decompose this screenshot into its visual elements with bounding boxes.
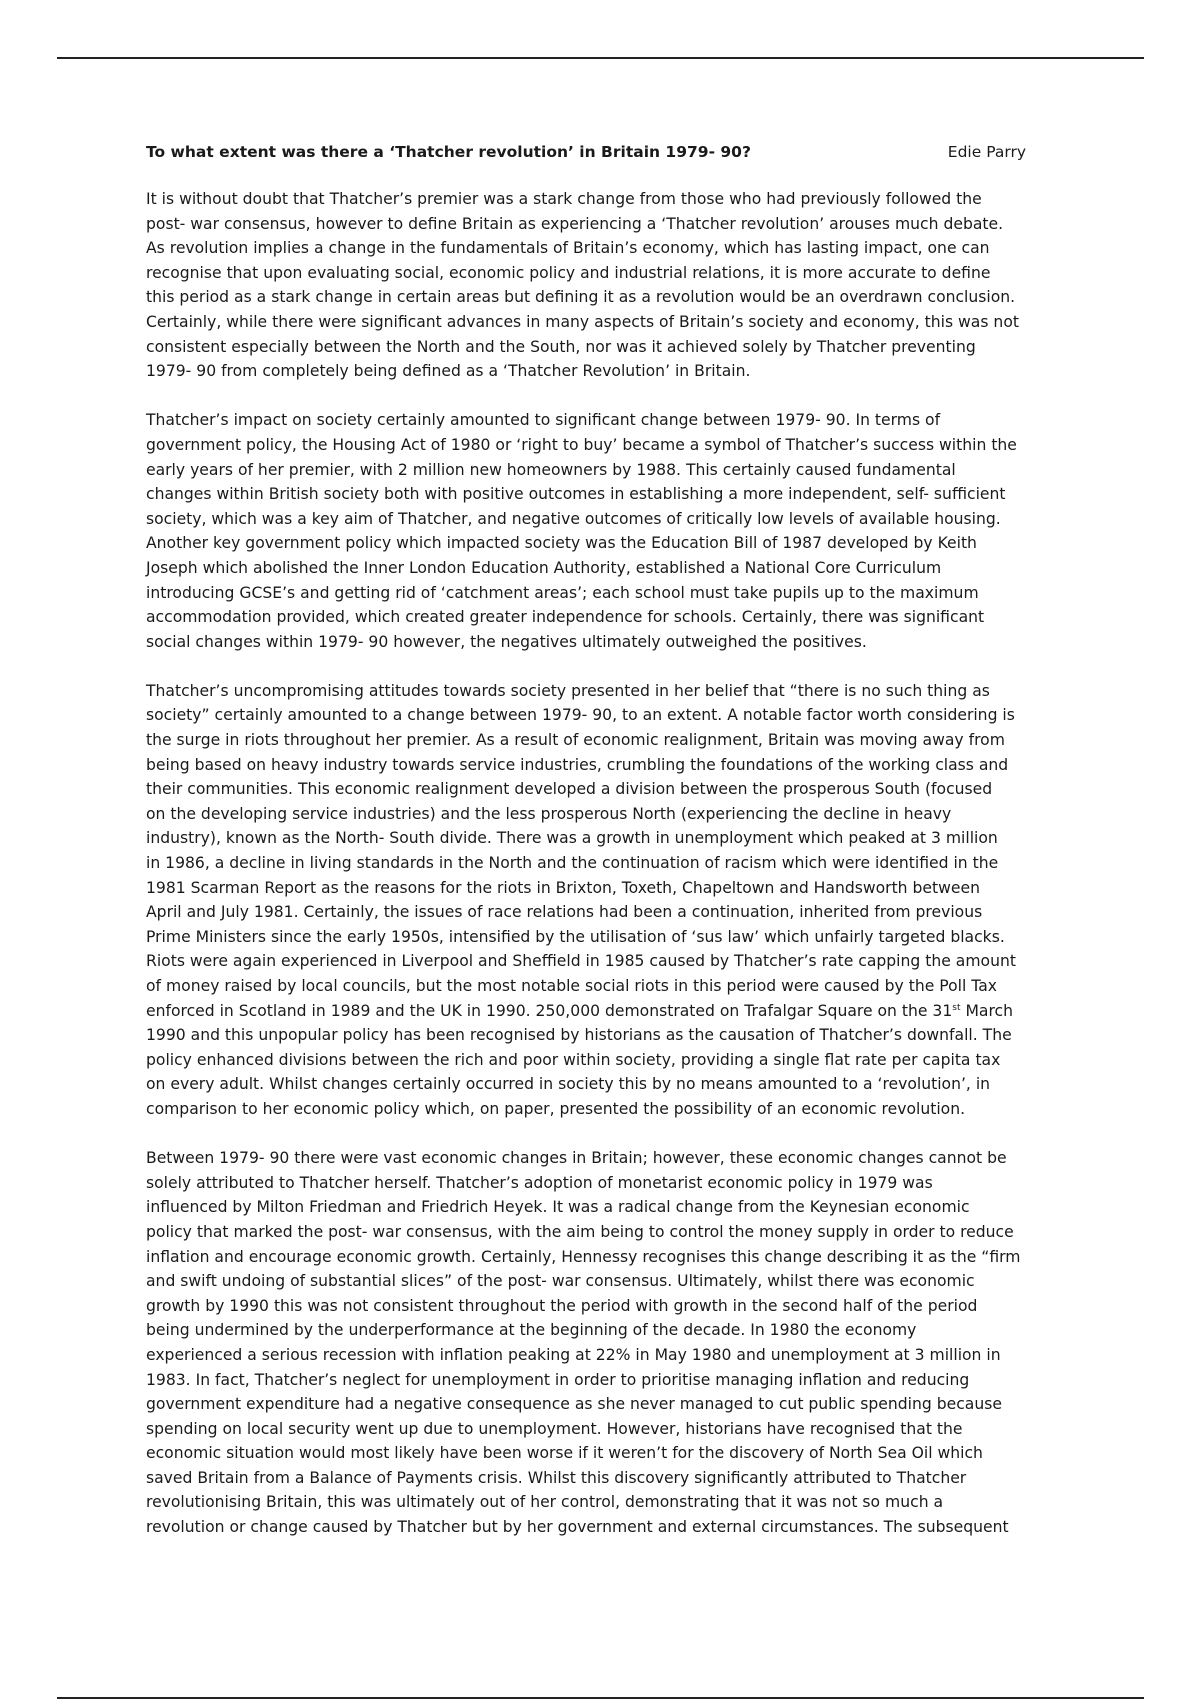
- text-line: As revolution implies a change in the fundamentals of Britain’s economy, which has lasting impact, one can: [146, 239, 990, 258]
- text-line: Prime Ministers since the early 1950s, intensified by the utilisation of ‘sus law’ which unfairly targeted blacks.: [146, 927, 1005, 946]
- text-line: social changes within 1979- 90 however, the negatives ultimately outweighed the positives.: [146, 632, 867, 651]
- text-line: Certainly, while there were significant advances in many aspects of Britain’s society and economy, this was not: [146, 312, 1019, 331]
- text-line: industry), known as the North- South divide. There was a growth in unemployment which peaked at 3 million: [146, 829, 998, 848]
- text-line: Riots were again experienced in Liverpool and Sheffield in 1985 caused by Thatcher’s rate capping the amount: [146, 952, 1016, 971]
- text-line: introducing GCSE’s and getting rid of ‘catchment areas’; each school must take pupils up to the maximum: [146, 583, 979, 602]
- text-line: Thatcher’s impact on society certainly amounted to significant change between 1979- 90. In terms of: [146, 411, 941, 430]
- text-line: in 1986, a decline in living standards in the North and the continuation of racism which were identified in the: [146, 854, 999, 873]
- text-line: of money raised by local councils, but the most notable social riots in this period were caused by the Poll Tax: [146, 977, 998, 995]
- text-line: being based on heavy industry towards service industries, crumbling the foundations of the working class and: [146, 755, 1009, 774]
- riots-lines-tail: [146, 1023, 1053, 1121]
- paragraph-intro: [146, 187, 1053, 384]
- text-line: changes within British society both with positive outcomes in establishing a more independent, self- sufficient: [146, 485, 1006, 504]
- text-line: comparison to her economic policy which, on paper, presented the possibility of an economic revolution.: [146, 1099, 966, 1118]
- top-page-rule: [57, 57, 1144, 59]
- text-line: spending on local security went up due to unemployment. However, historians have recognised that the: [146, 1419, 963, 1438]
- text-line: society” certainly amounted to a change between 1979- 90, to an extent. A notable factor worth considering is: [146, 706, 1015, 725]
- text-line: accommodation provided, which created greater independence for schools. Certainly, there was significant: [146, 608, 985, 627]
- text-line: on every adult. Whilst changes certainly occurred in society this by no means amounted to a ‘revolution’, in: [146, 1075, 991, 1094]
- author-name: Edie Parry: [947, 143, 1026, 161]
- text-line: post- war consensus, however to define Britain as experiencing a ‘Thatcher revolution’ arouses much debate.: [146, 214, 1004, 233]
- paragraph-society: [146, 408, 1053, 654]
- text-line: saved Britain from a Balance of Payments crisis. Whilst this discovery significantly attributed to Thatcher: [146, 1468, 967, 1487]
- text-line: this period as a stark change in certain areas but defining it as a revolution would be an overdrawn conclusion.: [146, 288, 1016, 307]
- essay-title: To what extent was there a ‘Thatcher revolution’ in Britain 1979- 90?: [146, 143, 751, 161]
- text-line: policy that marked the post- war consensus, with the aim being to control the money supply in order to reduce: [146, 1222, 1014, 1241]
- text-line: early years of her premier, with 2 million new homeowners by 1988. This certainly caused fundamental: [146, 460, 956, 479]
- text-line: the surge in riots throughout her premier. As a result of economic realignment, Britain was moving away from: [146, 731, 1005, 750]
- text-line: government policy, the Housing Act of 1980 or ‘right to buy’ became a symbol of Thatcher’s success within the: [146, 435, 1017, 454]
- text-line: April and July 1981. Certainly, the issues of race relations had been a continuation, inherited from previous: [146, 903, 983, 922]
- text-line: influenced by Milton Friedman and Friedrich Heyek. It was a radical change from the Keynesian economic: [146, 1198, 970, 1217]
- text-line: revolution or change caused by Thatcher but by her government and external circumstances. The subsequent: [146, 1518, 1009, 1537]
- text-line: solely attributed to Thatcher herself. Thatcher’s adoption of monetarist economic policy in 1979 was: [146, 1173, 933, 1192]
- text-line: experienced a serious recession with inflation peaking at 22% in May 1980 and unemployment at 3 million in: [146, 1345, 1001, 1364]
- text-line: on the developing service industries) and the less prosperous North (experiencing the decline in heavy: [146, 804, 952, 823]
- text-line: It is without doubt that Thatcher’s premier was a stark change from those who had previously followed the: [146, 190, 982, 208]
- text-line: government expenditure had a negative consequence as she never managed to cut public spending because: [146, 1395, 1002, 1414]
- paragraph-riots: [146, 679, 1053, 1122]
- text-line: society, which was a key aim of Thatcher, and negative outcomes of critically low levels of available housing.: [146, 509, 1001, 528]
- riots-march-line: enforced in Scotland in 1989 and the UK in 1990. 250,000 demonstrated on Trafalgar Square on the 31st March: [146, 1001, 1013, 1020]
- text-line: recognise that upon evaluating social, economic policy and industrial relations, it is more accurate to define: [146, 263, 991, 282]
- text-line: policy enhanced divisions between the rich and poor within society, providing a single flat rate per capita tax: [146, 1050, 1001, 1069]
- paragraph-economy: [146, 1146, 1053, 1540]
- bottom-page-rule: [57, 1697, 1144, 1699]
- text-line: being undermined by the underperformance at the beginning of the decade. In 1980 the economy: [146, 1321, 917, 1340]
- text-line: 1983. In fact, Thatcher’s neglect for unemployment in order to prioritise managing inflation and reducing: [146, 1370, 970, 1389]
- text-line: Between 1979- 90 there were vast economic changes in Britain; however, these economic changes cannot be: [146, 1149, 1007, 1168]
- text-line: Another key government policy which impacted society was the Education Bill of 1987 developed by Keith: [146, 534, 977, 553]
- text-line: and swift undoing of substantial slices” of the post- war consensus. Ultimately, whilst there was economic: [146, 1272, 975, 1291]
- text-line: 1990 and this unpopular policy has been recognised by historians as the causation of Thatcher’s downfall. The: [146, 1026, 1012, 1045]
- text-line: consistent especially between the North and the South, nor was it achieved solely by Thatcher preventing: [146, 337, 976, 356]
- document-body: [146, 143, 1053, 1564]
- text-line: their communities. This economic realignment developed a division between the prosperous South (focused: [146, 780, 993, 799]
- text-line: Joseph which abolished the Inner London Education Authority, established a National Core Curriculum: [146, 558, 942, 577]
- document-header: [146, 143, 1053, 161]
- ordinal-suffix: st: [952, 1002, 961, 1013]
- text-line: growth by 1990 this was not consistent throughout the period with growth in the second half of the period: [146, 1296, 978, 1315]
- text-line: Thatcher’s uncompromising attitudes towards society presented in her belief that “there is no such thing as: [146, 681, 990, 700]
- text-line: 1979- 90 from completely being defined as a ‘Thatcher Revolution’ in Britain.: [146, 362, 751, 381]
- text-line: revolutionising Britain, this was ultimately out of her control, demonstrating that it was not so much a: [146, 1493, 944, 1512]
- riots-lines-head: [146, 679, 1053, 999]
- text-line: economic situation would most likely have been worse if it weren’t for the discovery of North Sea Oil which: [146, 1444, 983, 1463]
- text-line: inflation and encourage economic growth. Certainly, Hennessy recognises this change describing it as the “firm: [146, 1247, 1021, 1266]
- text-line: 1981 Scarman Report as the reasons for the riots in Brixton, Toxeth, Chapeltown and Handsworth between: [146, 878, 980, 897]
